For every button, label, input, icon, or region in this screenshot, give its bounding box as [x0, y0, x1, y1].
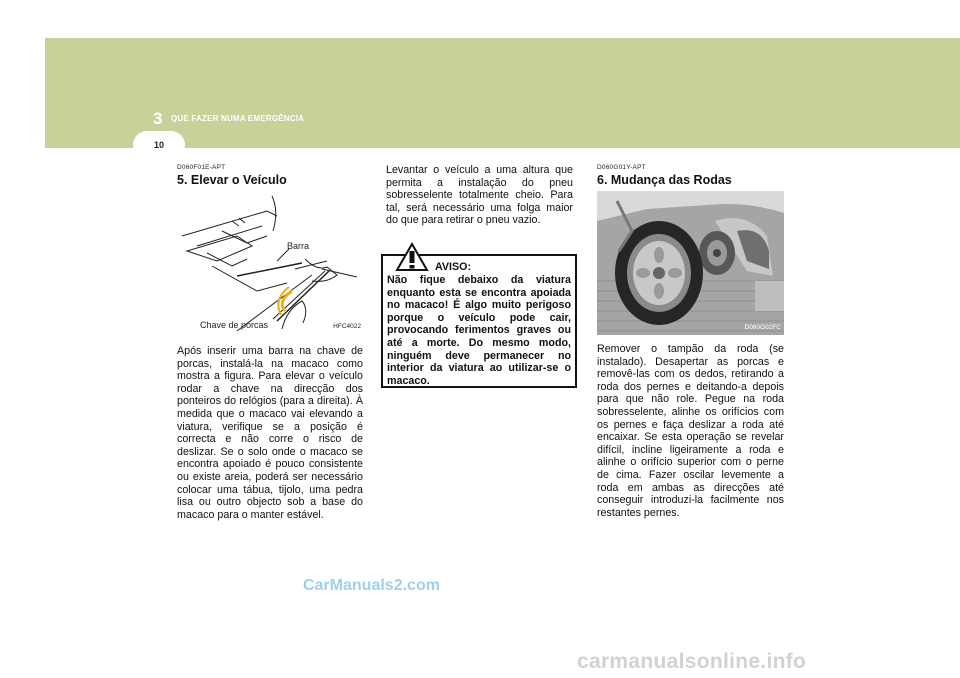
warning-body: Não fique debaixo da viatura enquanto esta se encontra apoiada no macaco! É algo muito perigoso porque o veículo pode cair, provocando ferimentos graves ou até a morte. Do mesmo modo, ninguém deve permanecer no interior da viatura ao utilizar-se o macaco.	[387, 274, 571, 387]
header-band	[45, 38, 960, 148]
watermark-bottom[interactable]: carmanualsonline.info	[577, 650, 807, 673]
left-body-text: Após inserir uma barra na chave de porcas, instalá-la na macaco como mostra a figura. Para elevar o veículo rodar a chave na direcção dos ponteiros do relógios (para a direita). À medida que o macaco vai elevando a viatura, verifique se a posição é correcta e não corre o risco de deslizar. Se o solo onde o macaco se encontra apoiado é pouco consistente ou existe areia, poderá ser necessário colocar uma tábua, tijolo, uma pedra lisa ou outro objecto sob a base do macaco para o manter estável.	[177, 345, 363, 521]
figure-code: HFC4022	[333, 323, 361, 330]
wheel-illustration	[597, 191, 784, 335]
exclamation-triangle-icon	[395, 242, 429, 272]
section-code: D060F01E-APT	[177, 164, 226, 171]
right-body-text: Remover o tampão da roda (se instalado). Desapertar as porcas e removê-las com os dedos, retirando a roda dos pernes e deitando-a depois para que não role. Pegue na roda sobresselente, alinhe os orifícios com os pernes e faça deslizar a roda até encaixar. Se esta operação se revelar difícil, incline ligeiramente a roda e alinhe o orifício superior com o perne de cima. Fazer oscilar levemente a roda em ambas as direcções até conseguir introduzi-la facilmente nos restantes pernes.	[597, 343, 784, 519]
jack-illustration	[177, 191, 363, 335]
section-code: D060G01Y-APT	[597, 164, 646, 171]
wheel-photo	[597, 191, 784, 335]
label-barra: Barra	[287, 241, 310, 251]
section-heading: 6. Mudança das Rodas	[597, 173, 732, 187]
jack-figure	[177, 191, 363, 335]
page-number: 10	[154, 140, 165, 150]
middle-column	[386, 164, 573, 227]
left-column	[177, 164, 363, 521]
section-heading: 5. Elevar o Veículo	[177, 173, 287, 187]
warning-title: AVISO:	[435, 261, 472, 273]
warning-box	[381, 254, 577, 388]
watermark-top[interactable]: CarManuals2.com	[303, 577, 440, 594]
chapter-title: QUE FAZER NUMA EMERGÊNCIA	[171, 114, 305, 123]
right-column	[597, 164, 784, 519]
middle-body-text: Levantar o veículo a uma altura que permita a instalação do pneu sobresselente totalmente cheio. Para tal, será necessário uma folga maior do que para retirar o pneu vazio.	[386, 164, 573, 227]
chapter-number: 3	[153, 109, 163, 128]
figure-code: D060G02FC	[744, 324, 781, 331]
label-chave-de-porcas: Chave de porcas	[200, 320, 269, 330]
